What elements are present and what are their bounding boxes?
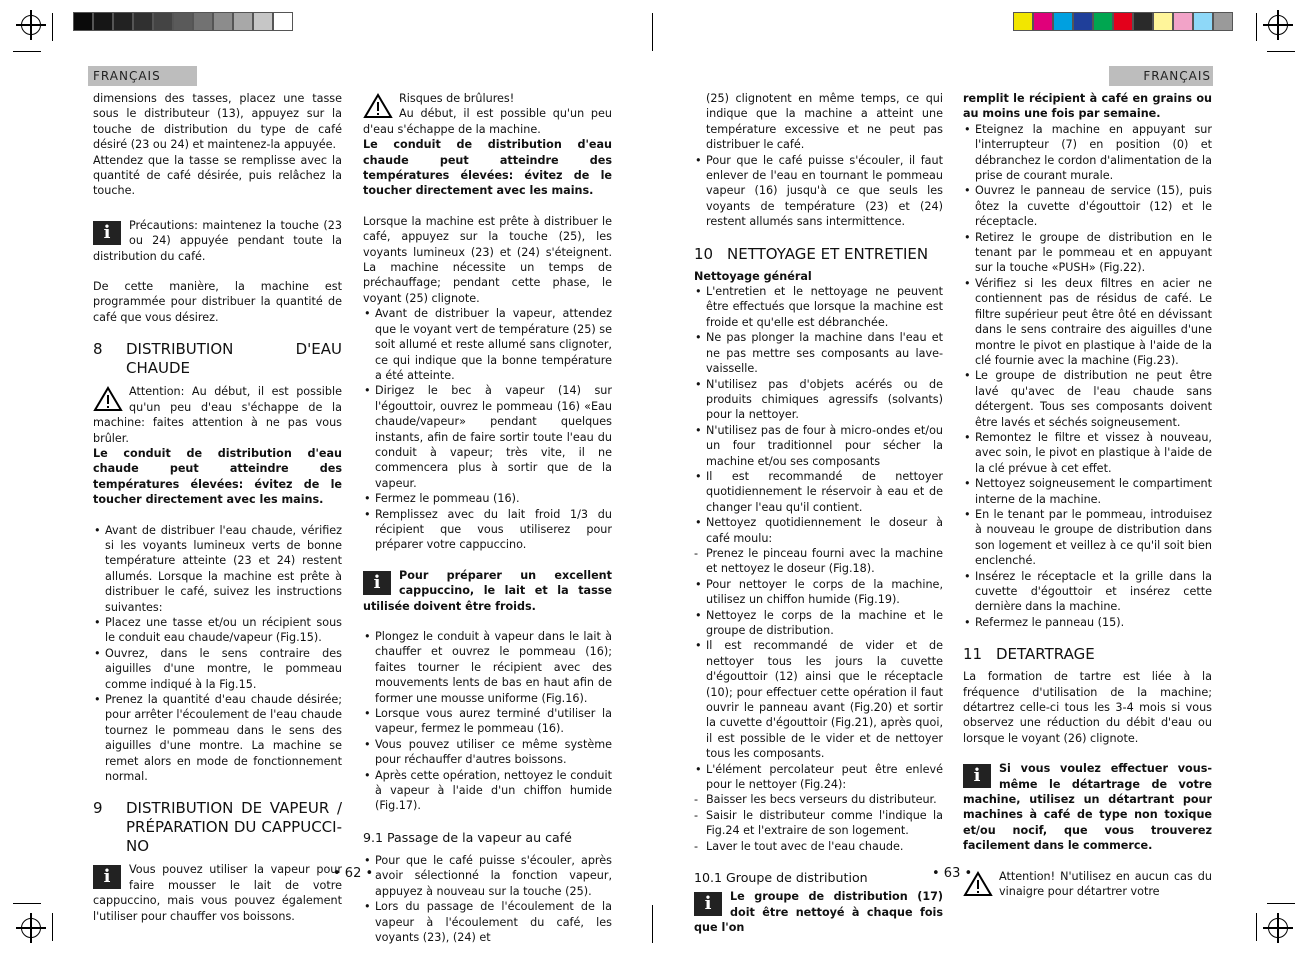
bullet-list xyxy=(363,853,612,945)
list-item: • Ouvrez le panneau de service (15), puis ôtez la cuvette d'égouttoir (12) et le réceptacle. xyxy=(963,183,1212,229)
color-swatch xyxy=(1113,12,1133,31)
list-item: • Prenez la quantité d'eau chaude désirée; pour arrêter l'écoulement de l'eau chaude tournez le pommeau dans le sens des aiguilles d'une montre. La machine se remet alors en mode de fonctionnement normal. xyxy=(93,692,342,784)
paragraph: Attendez que la tasse se remplisse avec la quantité de café désirée, puis relâchez la touche. xyxy=(93,153,342,198)
info-text: Si vous voulez effectuer vous-même le détartrage de votre machine, utilisez un détartrant pour machines à café de type non toxique et/ou nocif, que vous trouverez facilement dans le commerce. xyxy=(963,762,1212,853)
warning-text: Attention: Au début, il est possible qu'un peu d'eau s'échappe de la machine: faites attention à ne pas vous brûler. xyxy=(93,385,342,445)
column-2 xyxy=(363,91,612,945)
info-text: Pour préparer un excellent cappuccino, le lait et la tasse utilisée doivent être froids. xyxy=(363,568,612,613)
color-swatch xyxy=(1033,12,1053,31)
color-swatch xyxy=(233,12,253,31)
paragraph: remplit le récipient à café en grains ou au moins une fois par semaine. xyxy=(963,92,1212,121)
list-item: • Nettoyez le corps de la machine et le groupe de distribution. xyxy=(694,608,943,639)
list-item: • Eteignez la machine en appuyant sur l'interrupteur (7) en position (0) et débranchez le cordon d'alimentation de la prise de courant murale. xyxy=(963,122,1212,184)
info-icon: i xyxy=(363,571,391,595)
list-item: - Saisir le distributeur comme l'indique la Fig.24 et l'extraire de son logement. xyxy=(694,808,943,839)
info-icon: i xyxy=(93,865,121,889)
fold-mark xyxy=(652,13,653,51)
list-item: • Fermez le pommeau (16). xyxy=(363,491,612,506)
warning-text: Attention! N'utilisez en aucun cas du vinaigre pour détartrer votre xyxy=(999,869,1212,899)
color-swatch xyxy=(1013,12,1033,31)
bullet-list xyxy=(363,629,612,814)
registration-mark-bottom-right xyxy=(1268,918,1288,938)
language-label-right: FRANÇAIS xyxy=(1109,66,1213,86)
warning-note xyxy=(963,869,1212,900)
list-item: - Laver le tout avec de l'eau chaude. xyxy=(694,839,943,854)
crop-mark xyxy=(52,13,53,41)
column-4 xyxy=(963,91,1212,900)
crop-mark xyxy=(1267,51,1295,52)
warning-bold-text: Le conduit de distribution d'eau chaude peut atteindre des températures élevées: évitez de le toucher directement avec les mains. xyxy=(93,446,342,507)
color-swatch xyxy=(1073,12,1093,31)
info-text: Le groupe de distribution (17) doit être nettoyé à chaque fois que l'on xyxy=(694,890,943,934)
color-swatch xyxy=(113,12,133,31)
color-swatch xyxy=(1173,12,1193,31)
section-heading-10: 10 NETTOYAGE ET ENTRETIEN xyxy=(694,244,929,263)
subsection-heading-9-1: 9.1 Passage de la vapeur au café xyxy=(363,829,572,845)
paragraph: (25) clignotent en même temps, ce qui indique que la machine a atteint une température excessive et ne peut pas distribuer le café. xyxy=(706,92,943,152)
registration-mark-top-right xyxy=(1268,15,1288,35)
list-item: • N'utilisez pas d'objets acérés ou de produits chimiques agressifs (solvants) pour la nettoyer. xyxy=(694,377,943,423)
column-1 xyxy=(93,91,342,924)
list-item: • Remplissez avec du lait froid 1/3 du récipient que vous utiliserez pour préparer votre cappuccino. xyxy=(363,507,612,553)
list-item: • Le groupe de distribution ne peut être lavé qu'avec de l'eau chaude sans détergent. Tous ses composants doivent être lavés et séchés soigneusement. xyxy=(963,368,1212,430)
list-item: • Lors du passage de l'écoulement de la vapeur à l'écoulement du café, les voyants (23), (24) et xyxy=(363,899,612,945)
info-text: Précautions: maintenez la touche (23 ou 24) appuyée pendant toute la distribution du café. xyxy=(93,218,342,263)
color-swatch xyxy=(1193,12,1213,31)
list-item: • Vous pouvez utiliser ce même système pour réchauffer d'autres boissons. xyxy=(363,737,612,768)
warning-note xyxy=(363,91,612,137)
crop-mark xyxy=(1256,913,1257,941)
warning-icon xyxy=(363,93,393,119)
warning-text: Au début, il est possible qu'un peu d'eau s'échappe de la machine. xyxy=(363,107,612,136)
fold-mark xyxy=(652,905,653,943)
color-swatch xyxy=(93,12,113,31)
page-number-right: • 63 • xyxy=(932,866,973,881)
list-item: • Après cette opération, nettoyez le conduit à vapeur à l'aide d'un chiffon humide (Fig.17). xyxy=(363,768,612,814)
list-item: - Prenez le pinceau fourni avec la machine et nettoyez le doseur (Fig.18). xyxy=(694,546,943,577)
list-item: • Plongez le conduit à vapeur dans le lait à chauffer et ouvrez le pommeau (16); faites tourner le récipient avec des mouvements lents de bas en haut afin de former une mousse uniforme (Fig.16). xyxy=(363,629,612,706)
language-label-left: FRANÇAIS xyxy=(88,66,197,86)
list-item: • Pour que le café puisse s'écouler, il faut enlever de l'eau en tournant le pommeau vapeur (16) jusqu'à ce que seuls les voyants de température (23) et (24) restent allumés sans intermittence. xyxy=(694,153,943,230)
list-item: • Il est recommandé de nettoyer quotidiennement le réservoir à eau et de changer l'eau qu'il contient. xyxy=(694,469,943,515)
paragraph: Lorsque la machine est prête à distribuer le café, appuyez sur la touche (25), les voyants lumineux (23) et (24) s'éteignent. La machine nécessite un temps de préchauffage; pendant cette phase, le voyant (25) clignote. xyxy=(363,214,612,305)
section-heading-8: 8 DISTRIBUTION D'EAU CHAUDE xyxy=(93,340,342,378)
info-note xyxy=(93,218,342,264)
paragraph: dimensions des tasses, placez une tasse sous le distributeur (13), appuyez sur la touche de distribution du type de café désiré (23 ou 24) et maintenez-la appuyée. xyxy=(93,92,342,152)
list-item: • Il est recommandé de vider et de nettoyer tous les jours la cuvette d'égouttoir (12) ainsi que le réceptacle (10); pour effectuer cette opération il faut ouvrir le panneau avant (Fig.20) et sortir la cuvette d'égouttoir (Fig.21), après quoi, il est possible de le vider et de nettoyer tous les composants. xyxy=(694,638,943,761)
bullet-list xyxy=(93,523,342,785)
column-3 xyxy=(694,91,943,935)
crop-mark xyxy=(52,913,53,941)
list-item: • L'entretien et le nettoyage ne peuvent être effectués que lorsque la machine est froide et qu'elle est débranchée. xyxy=(694,284,943,330)
color-swatch xyxy=(173,12,193,31)
list-item: • En le tenant par le pommeau, introduisez à nouveau le groupe de distribution dans son logement et veillez à ce qu'il soit bien enclenché. xyxy=(963,507,1212,569)
info-icon: i xyxy=(694,892,722,916)
crop-mark xyxy=(1267,903,1295,904)
list-item: • Nettoyez quotidiennement le doseur à café moulu: xyxy=(694,515,943,546)
info-note xyxy=(93,862,342,924)
list-item: • Avant de distribuer la vapeur, attendez que le voyant vert de température (25) se soit allumé et reste allumé sans clignoter, ce qui indique que la bonne température a été atteinte. xyxy=(363,306,612,383)
list-item: • Refermez le panneau (15). xyxy=(963,615,1212,630)
color-swatch xyxy=(153,12,173,31)
crop-mark xyxy=(13,903,41,904)
bullet-list xyxy=(694,153,943,230)
subheading: Nettoyage général xyxy=(694,269,812,283)
list-item: • Ne pas plonger la machine dans l'eau et ne pas mettre ses composants au lave-vaisselle. xyxy=(694,330,943,376)
list-item: • Pour nettoyer le corps de la machine, utilisez un chiffon humide (Fig.19). xyxy=(694,577,943,608)
list-item: - Baisser les becs verseurs du distributeur. xyxy=(694,792,943,807)
paragraph: La formation de tartre est liée à la fréquence d'utilisation de la machine; détartrez celle-ci tous les 3-4 mois si vous observez une réduction du débit d'eau ou lorsque le voyant (26) clignote. xyxy=(963,670,1212,745)
warning-icon xyxy=(93,386,123,412)
info-text: Vous pouvez utiliser la vapeur pour faire mousser le lait de votre cappuccino, mais vous pouvez également l'utiliser pour chauffer vos boissons. xyxy=(93,863,342,923)
list-item: • Retirez le groupe de distribution en le tenant par le pommeau et en appuyant sur la touche «PUSH» (Fig.22). xyxy=(963,230,1212,276)
registration-mark-bottom-left xyxy=(21,918,41,938)
warning-icon xyxy=(963,871,993,897)
bullet-list xyxy=(363,306,612,553)
list-item: • Remontez le filtre et vissez à nouveau, avec soin, le pivot en plastique à l'aide de la clé prévue à cet effet. xyxy=(963,430,1212,476)
list-item: • Insérez le réceptacle et la grille dans la cuvette d'égouttoir et insérez cette dernière dans la machine. xyxy=(963,569,1212,615)
color-swatch xyxy=(1093,12,1113,31)
warning-title: Risques de brûlures! xyxy=(399,92,515,105)
list-item: • N'utilisez pas de four à micro-ondes et/ou un four traditionnel pour sécher la machine et/ou ses composants xyxy=(694,423,943,469)
list-item: • Avant de distribuer l'eau chaude, vérifiez si les voyants lumineux verts de bonne température atteinte (23 et 24) restent allumés. Lorsque la machine est prête à distribuer le café, suivez les instructions suivantes: xyxy=(93,523,342,615)
list-item: • Lorsque vous aurez terminé d'utiliser la vapeur, fermez le pommeau (16). xyxy=(363,706,612,737)
color-swatch xyxy=(273,12,293,31)
warning-note xyxy=(93,384,342,446)
color-swatch xyxy=(1153,12,1173,31)
bullet-list xyxy=(694,577,943,793)
color-swatch xyxy=(213,12,233,31)
bullet-list xyxy=(963,122,1212,630)
list-item: • Pour que le café puisse s'écouler, après avoir sélectionné la fonction vapeur, appuyez à nouveau sur la touche (25). xyxy=(363,853,612,899)
bullet-list xyxy=(694,284,943,546)
dash-list xyxy=(694,792,943,854)
list-item: • Nettoyez soigneusement le compartiment interne de la machine. xyxy=(963,476,1212,507)
crop-mark xyxy=(13,51,41,52)
paragraph: De cette manière, la machine est programmée pour distribuer la quantité de café que vous désirez. xyxy=(93,280,342,324)
crop-mark xyxy=(1256,13,1257,41)
color-swatch xyxy=(1133,12,1153,31)
list-item: • Vérifiez si les deux filtres en acier ne contiennent pas de résidus de café. Le filtre supérieur peut être ôté en dévissant dans le sens contraire des aiguilles d'une montre le pivot en plastique à l'aide de la clé fournie avec la machine (Fig.23). xyxy=(963,276,1212,368)
dash-list xyxy=(694,546,943,577)
color-swatch xyxy=(133,12,153,31)
section-heading-11: 11 DETARTRAGE xyxy=(963,645,1095,664)
info-icon: i xyxy=(963,764,991,788)
color-swatch xyxy=(73,12,93,31)
info-note xyxy=(963,761,1212,853)
color-swatch xyxy=(193,12,213,31)
color-swatch xyxy=(1053,12,1073,31)
section-heading-9: 9 DISTRIBUTION DE VAPEUR / PRÉPARATION DU CAPPUCCI-NO xyxy=(93,799,342,856)
info-icon: i xyxy=(93,221,121,245)
registration-mark-top-left xyxy=(21,15,41,35)
page-number-left: • 62 • xyxy=(333,866,374,881)
info-note xyxy=(363,568,612,614)
list-item: • L'élément percolateur peut être enlevé pour le nettoyer (Fig.24): xyxy=(694,762,943,793)
color-swatch xyxy=(253,12,273,31)
warning-bold-text: Le conduit de distribution d'eau chaude peut atteindre des températures élevées: évitez de le toucher directement avec les mains. xyxy=(363,138,612,198)
color-swatch xyxy=(1213,12,1233,31)
list-item: • Placez une tasse et/ou un récipient sous le conduit eau chaude/vapeur (Fig.15). xyxy=(93,615,342,646)
subsection-heading-10-1: 10.1 Groupe de distribution xyxy=(694,870,868,886)
info-note xyxy=(694,889,943,935)
list-item: • Dirigez le bec à vapeur (14) sur l'égouttoir, ouvrez le pommeau (16) «Eau chaude/vapeur» pendant quelques instants, afin de faire sortir toute l'eau du conduit à vapeur; très vite, il ne commencera plus à sortir que de la vapeur. xyxy=(363,383,612,491)
list-item: • Ouvrez, dans le sens contraire des aiguilles d'une montre, le pommeau comme indiqué à la Fig.15. xyxy=(93,646,342,692)
